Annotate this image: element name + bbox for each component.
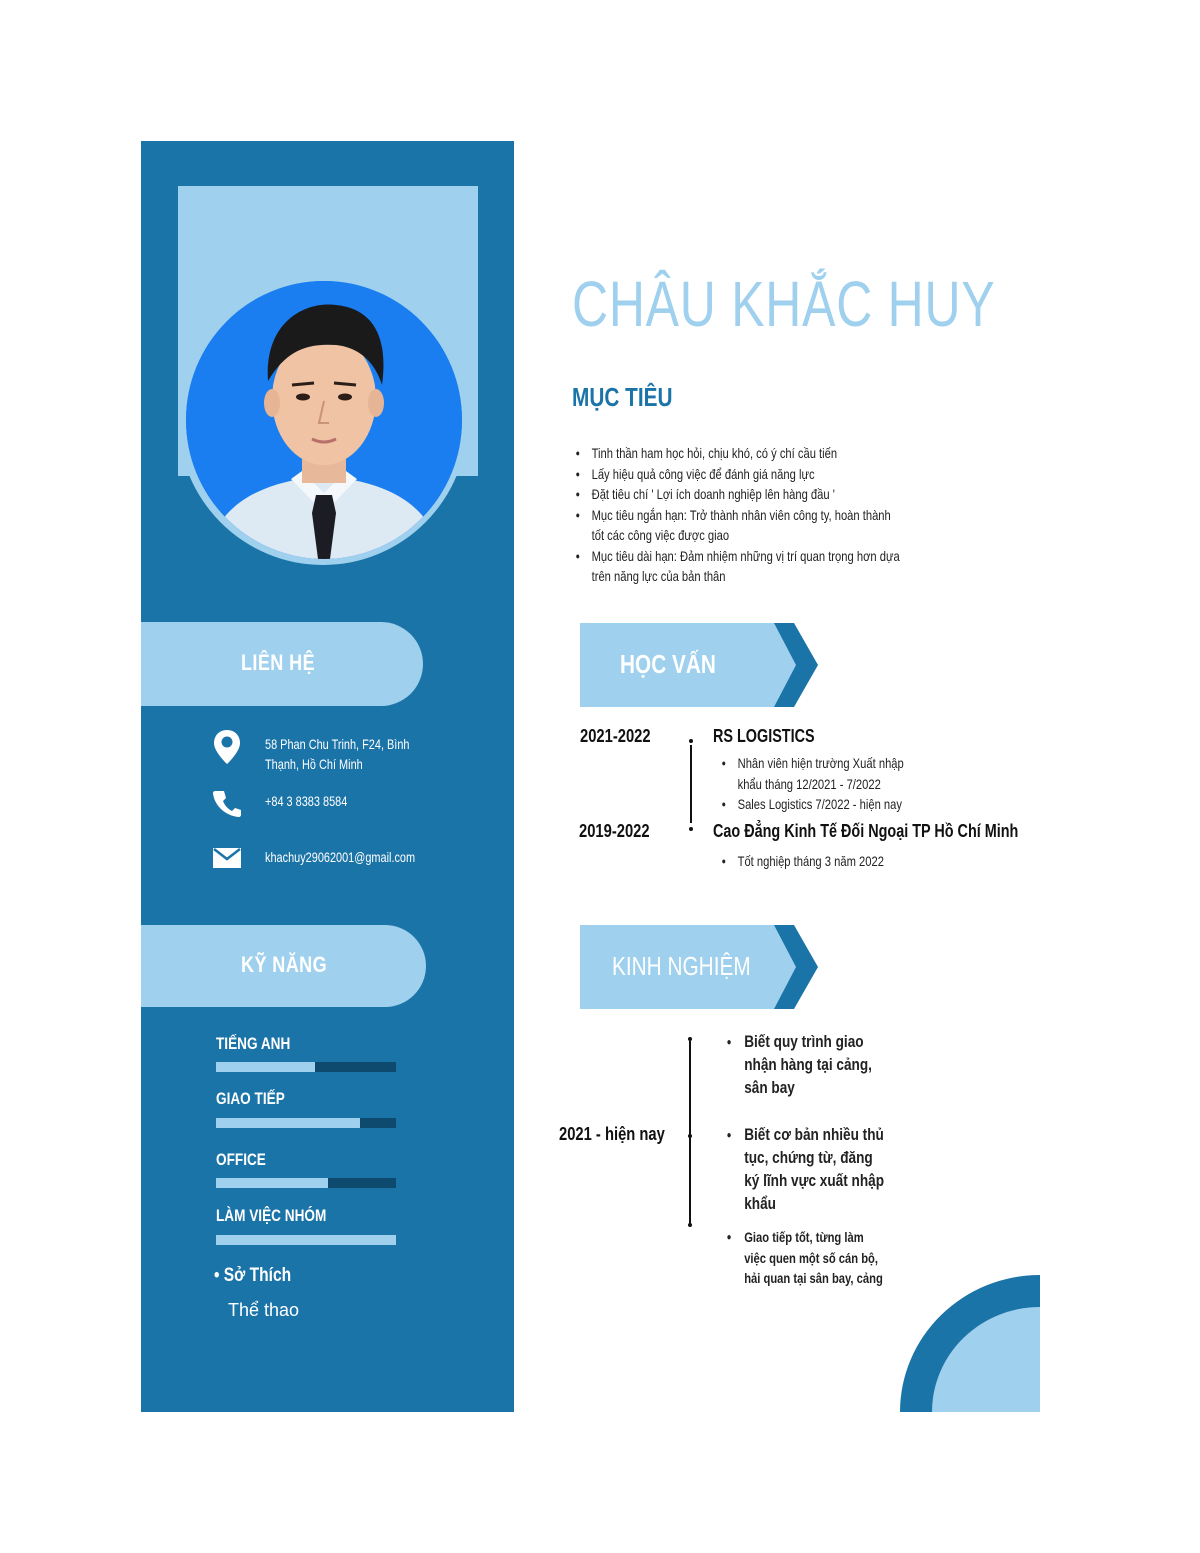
- list-item: ● Lấy hiệu quả công việc để đánh giá năng lực: [574, 464, 902, 485]
- experience-list: [725, 1030, 885, 1289]
- phone-icon: [213, 789, 241, 822]
- profile-photo: [186, 281, 462, 559]
- timeline-dot: [689, 739, 693, 743]
- timeline-dot: [688, 1223, 692, 1227]
- experience-title: KINH NGHIỆM: [612, 951, 751, 981]
- skill-label: TIẾNG ANH: [216, 1034, 291, 1053]
- experience-year: 2021 - hiện nay: [559, 1124, 665, 1144]
- address-icon: [213, 729, 241, 770]
- timeline-line: [689, 1041, 691, 1225]
- skill-label: GIAO TIẾP: [216, 1089, 285, 1108]
- contact-header: [141, 622, 423, 706]
- skill-bar-teamwork: [216, 1235, 396, 1245]
- candidate-name: CHÂU KHẮC HUY: [572, 268, 996, 340]
- education-org: RS LOGISTICS: [713, 726, 815, 746]
- contact-title: LIÊN HỆ: [241, 650, 316, 675]
- skill-label: LÀM VIỆC NHÓM: [216, 1206, 327, 1225]
- education-year: 2021-2022: [580, 726, 651, 746]
- skill-label: OFFICE: [216, 1150, 266, 1169]
- timeline-dot: [689, 827, 693, 831]
- sidebar: [141, 141, 514, 1412]
- timeline-dot: [688, 1134, 692, 1138]
- skill-bar-english: [216, 1062, 396, 1072]
- objective-title: MỤC TIÊU: [572, 382, 673, 412]
- avatar: [186, 281, 462, 559]
- skill-bar-office: [216, 1178, 396, 1188]
- resume-page: [141, 141, 1040, 1412]
- list-item: ● Biết quy trình giao nhận hàng tại cảng, sân bay: [725, 1030, 885, 1099]
- education-title: HỌC VẤN: [620, 649, 716, 679]
- list-item: ● Đặt tiêu chí ' Lợi ích doanh nghiệp lên hàng đầu ': [574, 484, 902, 505]
- list-item: ● Giao tiếp tốt, từng làm việc quen một số cán bộ, hải quan tại sân bay, cảng: [725, 1227, 885, 1289]
- list-item: ● Mục tiêu ngắn hạn: Trở thành nhân viên công ty, hoàn thành tốt các công việc được giao: [574, 505, 902, 546]
- list-item: ● Sales Logistics 7/2022 - hiện nay: [720, 794, 920, 815]
- skill-fill: [216, 1235, 396, 1245]
- hobbies-title: • Sở Thích: [214, 1265, 292, 1286]
- list-item: ● Nhân viên hiện trường Xuất nhập khẩu tháng 12/2021 - 7/2022: [720, 753, 920, 794]
- list-item: ● Biết cơ bản nhiều thủ tục, chứng từ, đăng ký lĩnh vực xuất nhập khẩu: [725, 1123, 885, 1215]
- skill-fill: [216, 1062, 315, 1072]
- hobbies-value: Thể thao: [228, 1300, 300, 1320]
- objective-list: [574, 443, 902, 587]
- education-year: 2019-2022: [579, 821, 650, 841]
- education-list: [720, 851, 960, 872]
- skills-title: KỸ NĂNG: [241, 952, 328, 977]
- address-text: 58 Phan Chu Trinh, F24, Bình Thạnh, Hồ Chí Minh: [265, 736, 410, 772]
- education-org: Cao Đẳng Kinh Tế Đối Ngoại TP Hồ Chí Minh: [713, 821, 1019, 841]
- list-item: ● Mục tiêu dài hạn: Đảm nhiệm những vị trí quan trọng hơn dựa trên năng lực của bản thân: [574, 546, 902, 587]
- email-icon: [213, 848, 241, 873]
- email-text: khachuy29062001@gmail.com: [265, 849, 416, 865]
- phone-text: +84 3 8383 8584: [265, 793, 348, 809]
- timeline-line: [690, 745, 692, 823]
- corner-decoration: [900, 1275, 1040, 1412]
- skill-fill: [216, 1178, 328, 1188]
- skills-header: [141, 925, 426, 1007]
- list-item: ● Tốt nghiệp tháng 3 năm 2022: [720, 851, 960, 872]
- education-list: [720, 753, 920, 815]
- skill-fill: [216, 1118, 360, 1128]
- skill-bar-communication: [216, 1118, 396, 1128]
- education-banner: [580, 623, 820, 707]
- experience-banner: [580, 925, 820, 1009]
- list-item: ● Tinh thần ham học hỏi, chịu khó, có ý chí cầu tiến: [574, 443, 902, 464]
